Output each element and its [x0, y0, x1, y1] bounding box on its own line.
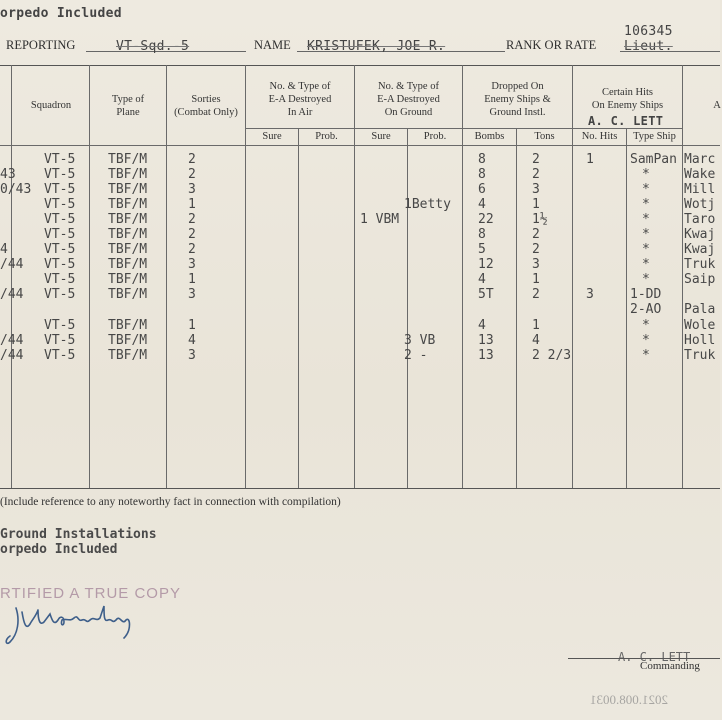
- cell-tons: 2: [532, 227, 540, 242]
- footnote: (Include reference to any noteworthy fact in connection with compilation): [0, 496, 341, 508]
- cell-bombs: 6: [478, 182, 486, 197]
- cell-tons: 1: [532, 272, 540, 287]
- cell-area: Wake: [684, 167, 716, 182]
- cell-sorties: 2: [188, 227, 196, 242]
- cell-bombs: 22: [478, 212, 494, 227]
- cell-sorties: 3: [188, 348, 196, 363]
- cell-bombs: 12: [478, 257, 494, 272]
- cell-tons: 1: [532, 318, 540, 333]
- cell-squadron: VT-5: [44, 152, 76, 167]
- name-value: KRISTUFEK, JOE R.: [307, 39, 446, 54]
- cell-tons: 3: [532, 182, 540, 197]
- commanding-typed-name: A. C. LETT: [618, 650, 691, 664]
- cell-tons: 3: [532, 257, 540, 272]
- cell-plane: TBF/M: [108, 272, 148, 287]
- top-typed-line: orpedo Included: [0, 6, 122, 21]
- subheader-type-ship: Type Ship: [633, 131, 676, 142]
- col-subdivider: [626, 128, 627, 488]
- cell-squadron: VT-5: [44, 348, 76, 363]
- col-divider: [682, 65, 683, 488]
- cell-sorties: 2: [188, 152, 196, 167]
- col-divider: [89, 65, 90, 488]
- cell-area: Taro: [684, 212, 716, 227]
- col-subdivider: [298, 128, 299, 488]
- cell-squadron: VT-5: [44, 167, 76, 182]
- cell-sorties: 2: [188, 167, 196, 182]
- cell-sorties: 4: [188, 333, 196, 348]
- cell-type-ship: *: [642, 348, 650, 363]
- cell-tons: 1½: [532, 212, 548, 227]
- cell-tons: 2: [532, 167, 540, 182]
- cell-area: Wotj: [684, 197, 716, 212]
- cell-squadron: VT-5: [44, 272, 76, 287]
- cell-type-ship: *: [642, 272, 650, 287]
- subheader-tons: Tons: [534, 131, 555, 142]
- cell-plane: TBF/M: [108, 212, 148, 227]
- cell-type-ship: 2-AO: [630, 302, 662, 317]
- cell-plane: TBF/M: [108, 197, 148, 212]
- cell-sorties: 3: [188, 287, 196, 302]
- cell-tons: 1: [532, 197, 540, 212]
- reporting-value: VT-Sqd.-5: [116, 39, 190, 54]
- cell-plane: TBF/M: [108, 242, 148, 257]
- serial-number: 106345: [624, 24, 673, 39]
- cell-no-hits: 3: [586, 287, 594, 302]
- reporting-label: REPORTING: [6, 38, 76, 52]
- cell-date: /44: [0, 348, 24, 363]
- cell-plane: TBF/M: [108, 257, 148, 272]
- commanding-label: Commanding: [640, 660, 700, 672]
- cell-type-ship: *: [642, 333, 650, 348]
- cell-squadron: VT-5: [44, 197, 76, 212]
- cell-squadron: VT-5: [44, 333, 76, 348]
- cell-tons: 2 2/3: [532, 348, 572, 363]
- cell-squadron: VT-5: [44, 212, 76, 227]
- cell-plane: TBF/M: [108, 167, 148, 182]
- cell-ground-prob: 1Betty: [404, 197, 451, 212]
- cell-sorties: 1: [188, 272, 196, 287]
- cell-ground-prob: 3 VB: [404, 333, 436, 348]
- cell-type-ship: *: [642, 227, 650, 242]
- cell-area: Truk: [684, 348, 716, 363]
- cell-squadron: VT-5: [44, 182, 76, 197]
- cell-type-ship: *: [642, 197, 650, 212]
- cell-bombs: 8: [478, 227, 486, 242]
- col-header-plane: Type of Plane: [111, 94, 145, 118]
- col-header-sorties: Sorties (Combat Only): [174, 94, 238, 118]
- remark-line: Ground Installations: [0, 527, 157, 542]
- cell-date: /44: [0, 257, 24, 272]
- signature: [4, 600, 144, 654]
- cell-type-ship: 1-DD: [630, 287, 662, 302]
- cell-plane: TBF/M: [108, 152, 148, 167]
- cell-plane: TBF/M: [108, 287, 148, 302]
- cell-date: 43: [0, 167, 16, 182]
- cell-date: 0/43: [0, 182, 32, 197]
- archive-mark: 2021.008.0031: [590, 692, 668, 707]
- cell-bombs: 13: [478, 333, 494, 348]
- col-header-area: A: [713, 100, 721, 111]
- subheader-ground-sure: Sure: [371, 131, 391, 142]
- cell-sorties: 2: [188, 242, 196, 257]
- rank-label: RANK OR RATE: [506, 38, 597, 52]
- cell-type-ship: SamPan: [630, 152, 677, 167]
- cell-ground-sure: 1 VBM: [360, 212, 400, 227]
- cell-bombs: 8: [478, 167, 486, 182]
- cell-plane: TBF/M: [108, 348, 148, 363]
- cell-date: /44: [0, 287, 24, 302]
- rank-value: Lieut.: [624, 39, 673, 54]
- cell-area: Saip: [684, 272, 716, 287]
- cell-plane: TBF/M: [108, 318, 148, 333]
- col-subdivider: [407, 128, 408, 488]
- cell-type-ship: *: [642, 212, 650, 227]
- cell-squadron: VT-5: [44, 287, 76, 302]
- cell-area: Mill: [684, 182, 716, 197]
- cell-area: Wole: [684, 318, 716, 333]
- cell-date: 4: [0, 242, 8, 257]
- cell-bombs: 4: [478, 318, 486, 333]
- subheader-no-hits: No. Hits: [581, 131, 618, 142]
- cell-squadron: VT-5: [44, 227, 76, 242]
- cell-tons: 4: [532, 333, 540, 348]
- name-label: NAME: [254, 38, 291, 52]
- cell-squadron: VT-5: [44, 257, 76, 272]
- col-divider: [11, 65, 12, 488]
- col-subdivider: [516, 128, 517, 488]
- col-divider: [166, 65, 167, 488]
- cell-bombs: 5: [478, 242, 486, 257]
- cell-area: Kwaj: [684, 227, 716, 242]
- cell-sorties: 2: [188, 212, 196, 227]
- header-bottom-line: [0, 145, 720, 146]
- cell-type-ship: *: [642, 242, 650, 257]
- subheader-air-sure: Sure: [262, 131, 282, 142]
- cell-area: Marc: [684, 152, 716, 167]
- cell-bombs: 8: [478, 152, 486, 167]
- cell-type-ship: *: [642, 167, 650, 182]
- cell-type-ship: *: [642, 257, 650, 272]
- cell-bombs: 4: [478, 197, 486, 212]
- cell-sorties: 1: [188, 197, 196, 212]
- subheader-air-prob: Prob.: [315, 131, 338, 142]
- cell-sorties: 3: [188, 257, 196, 272]
- commanding-signature-line: [568, 658, 720, 659]
- col-header-dropped: Dropped On Enemy Ships & Ground Instl.: [484, 81, 551, 118]
- cell-area: Truk: [684, 257, 716, 272]
- cell-plane: TBF/M: [108, 182, 148, 197]
- col-header-ea-air: No. & Type of E-A Destroyed In Air: [268, 81, 332, 118]
- cell-area: Pala: [684, 302, 716, 317]
- cell-bombs: 4: [478, 272, 486, 287]
- hits-overlay-typed: A. C. LETT: [588, 114, 664, 128]
- col-header-squadron: Squadron: [30, 100, 72, 111]
- cell-type-ship: *: [642, 182, 650, 197]
- cell-tons: 2: [532, 287, 540, 302]
- cell-area: Holl: [684, 333, 716, 348]
- cell-sorties: 3: [188, 182, 196, 197]
- cell-squadron: VT-5: [44, 242, 76, 257]
- cell-area: Kwaj: [684, 242, 716, 257]
- cell-plane: TBF/M: [108, 227, 148, 242]
- subheader-ground-prob: Prob.: [423, 131, 447, 142]
- cell-date: /44: [0, 333, 24, 348]
- cell-bombs: 5T: [478, 287, 494, 302]
- cell-no-hits: 1: [586, 152, 594, 167]
- cell-type-ship: *: [642, 318, 650, 333]
- cell-bombs: 13: [478, 348, 494, 363]
- subheader-line: [245, 128, 682, 129]
- subheader-bombs: Bombs: [474, 131, 505, 142]
- cell-squadron: VT-5: [44, 318, 76, 333]
- cell-tons: 2: [532, 242, 540, 257]
- certified-stamp: RTIFIED A TRUE COPY: [0, 585, 181, 602]
- col-header-hits: Certain Hits On Enemy Ships: [591, 87, 664, 111]
- cell-plane: TBF/M: [108, 333, 148, 348]
- cell-tons: 2: [532, 152, 540, 167]
- col-header-ea-ground: No. & Type of E-A Destroyed On Ground: [377, 81, 440, 118]
- cell-ground-prob: 2 -: [404, 348, 428, 363]
- cell-sorties: 1: [188, 318, 196, 333]
- remark-line: orpedo Included: [0, 542, 118, 557]
